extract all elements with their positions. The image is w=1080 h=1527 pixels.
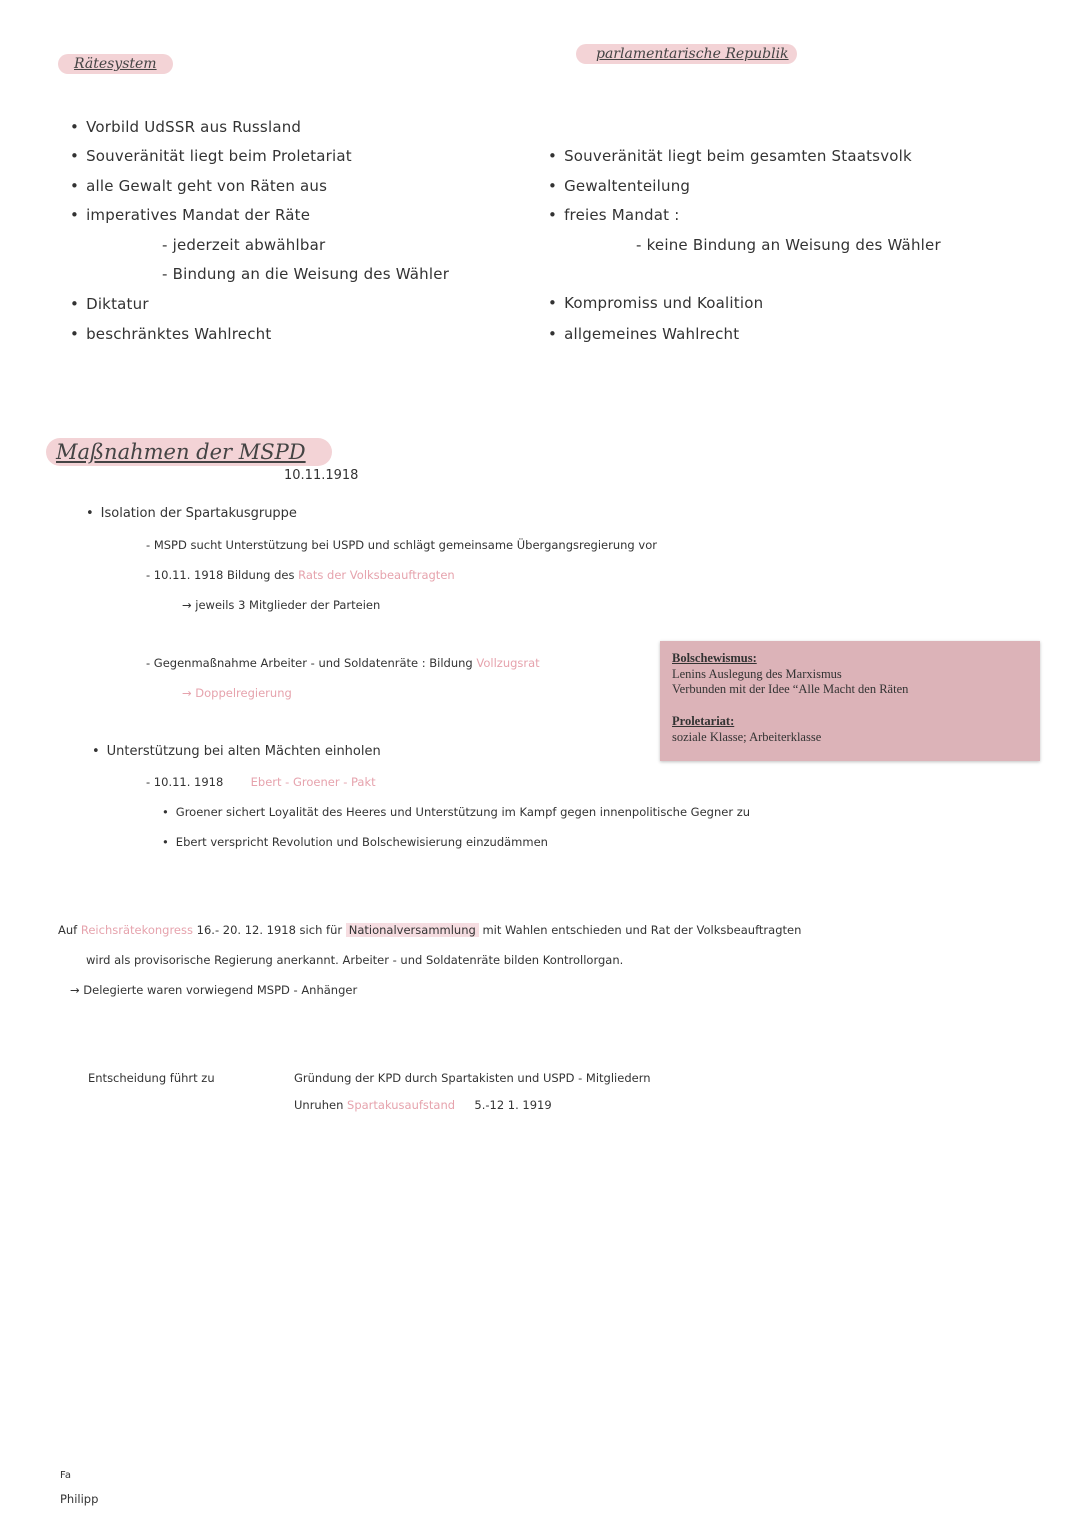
pakt-date: - 10.11. 1918 <box>146 775 224 789</box>
bildung-prefix: - 10.11. 1918 Bildung des <box>146 568 295 582</box>
right-item-5: • allgemeines Wahlrecht <box>548 325 739 343</box>
reichs-p1-pink: Reichsrätekongress <box>80 923 193 937</box>
groener-line: • Groener sichert Loyalität des Heeres und Unterstützung im Kampf gegen innenpolitische Gegner zu <box>162 805 750 819</box>
reichs-line-2: wird als provisorische Regierung anerkannt. Arbeiter - und Soldatenräte bilden Kontrollorgan. <box>86 953 624 967</box>
decision-lead: Entscheidung führt zu <box>88 1071 215 1085</box>
left-item-5: • Diktatur <box>70 295 149 313</box>
info-title-proletariat: Proletariat: <box>672 713 735 728</box>
left-item-1: • Vorbild UdSSR aus Russland <box>70 118 301 136</box>
left-item-6: • beschränktes Wahlrecht <box>70 325 271 343</box>
footer-line-1: Fa <box>60 1470 71 1481</box>
right-subitem-1: - keine Bindung an Weisung des Wähler <box>636 236 941 254</box>
doppelregierung-line: → Doppelregierung <box>182 686 292 700</box>
reichs-line-3: → Delegierte waren vorwiegend MSPD - Anhänger <box>70 983 358 997</box>
right-item-4: • Kompromiss und Koalition <box>548 294 763 312</box>
reichs-p1-b: mit Wahlen entschieden und Rat der Volksbeauftragten <box>482 923 802 937</box>
bildung-pink: Rats der Volksbeauftragten <box>298 568 455 582</box>
reichs-p1: Auf <box>58 923 78 937</box>
info-line-1: Lenins Auslegung des Marxismus <box>672 666 842 681</box>
unterstuetzung-item: • Unterstützung bei alten Mächten einholen <box>92 744 381 759</box>
pakt-pink: Ebert - Groener - Pakt <box>250 775 376 789</box>
left-subitem-1: - jederzeit abwählbar <box>162 236 326 254</box>
right-item-3: • freies Mandat : <box>548 206 679 224</box>
right-item-1: • Souveränität liegt beim gesamten Staatsvolk <box>548 147 912 165</box>
left-subitem-2: - Bindung an die Weisung des Wähler <box>162 265 450 283</box>
isolation-item: • Isolation der Spartakusgruppe <box>86 506 297 521</box>
left-item-2: • Souveränität liegt beim Proletariat <box>70 147 352 165</box>
section-date: 10.11.1918 <box>284 468 359 483</box>
ebert-line: • Ebert verspricht Revolution und Bolschewisierung einzudämmen <box>162 835 548 849</box>
decision-l2-pink: Spartakusaufstand <box>347 1098 456 1112</box>
heading-massnahmen-mspd: Maßnahmen der MSPD <box>46 438 332 466</box>
info-title-bolschewismus: Bolschewismus: <box>672 651 757 665</box>
reichs-line-1 <box>58 923 801 937</box>
gegen-prefix: - Gegenmaßnahme Arbeiter - und Soldatenräte : Bildung <box>146 656 473 670</box>
left-item-3: • alle Gewalt geht von Räten aus <box>70 177 327 195</box>
mitglieder-line: → jeweils 3 Mitglieder der Parteien <box>182 598 381 612</box>
left-item-4: • imperatives Mandat der Räte <box>70 206 310 224</box>
gegen-pink: Vollzugsrat <box>476 656 540 670</box>
reichs-p1-hl: Nationalversammlung <box>346 923 479 937</box>
decision-line-2 <box>294 1098 552 1112</box>
gegenmassnahme-line <box>146 656 540 670</box>
right-item-2: • Gewaltenteilung <box>548 177 690 195</box>
info-line-2: Verbunden mit der Idee “Alle Macht den Räten <box>672 682 909 697</box>
heading-parlamentarische-republik: parlamentarische Republik <box>576 44 797 64</box>
info-box <box>660 641 1040 761</box>
mspd-line-text: MSPD sucht Unterstützung bei USPD und schlägt gemeinsame Übergangsregierung vor <box>153 538 657 552</box>
pakt-line <box>146 775 376 789</box>
reichs-p1-a: 16.- 20. 12. 1918 sich für <box>196 923 343 937</box>
heading-raetesystem: Rätesystem <box>58 54 173 74</box>
decision-l2-date: 5.-12 1. 1919 <box>474 1098 552 1112</box>
info-line-3: soziale Klasse; Arbeiterklasse <box>672 729 822 744</box>
decision-l2-prefix: Unruhen <box>294 1098 344 1112</box>
decision-line-1: Gründung der KPD durch Spartakisten und USPD - Mitgliedern <box>294 1071 651 1085</box>
bildung-line <box>146 568 455 582</box>
mspd-line: - MSPD sucht Unterstützung bei USPD und schlägt gemeinsame Übergangsregierung vor <box>146 538 657 552</box>
footer-name: Philipp <box>60 1492 99 1506</box>
